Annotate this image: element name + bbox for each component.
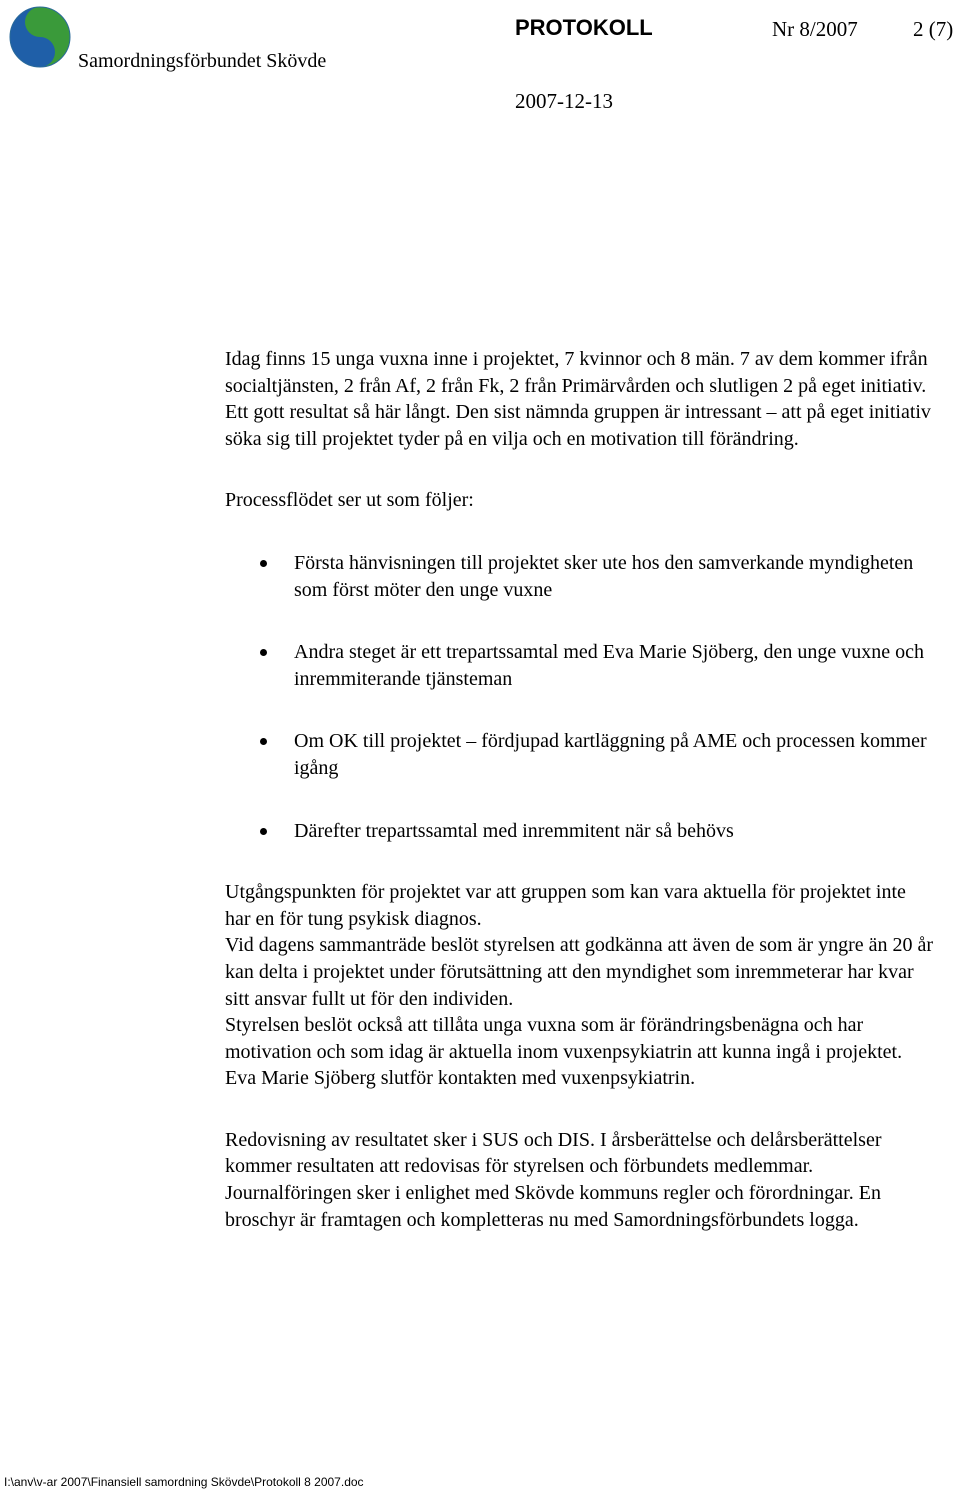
process-heading: Processflödet ser ut som följer: <box>225 489 474 512</box>
decision-age-paragraph: Vid dagens sammanträde beslöt styrelsen att godkänna att även de som är yngre än 20 år kan delta i projektet under förutsättning att den myndighet som inremmeterar har kvar sitt ansvar fullt ut för den individen. <box>225 934 934 1010</box>
starting-point-paragraph: Utgångspunkten för projektet var att gruppen som kan vara aktuella för projektet inte har en för tung psykisk diagnos. <box>225 881 906 930</box>
intro-paragraph: Idag finns 15 unga vuxna inne i projektet, 7 kvinnor och 8 män. 7 av dem kommer ifrån socialtjänsten, 2 från Af, 2 från Fk, 2 från Primärvården och slutligen 2 på eget initiativ. Ett gott resultat så här långt. Den sist nämnda gruppen är intressant – att på eget initiativ söka sig till projektet tyder på en vilja och en motivation till förändring. <box>225 348 931 450</box>
document-date: 2007-12-13 <box>515 89 613 113</box>
document-number: Nr 8/2007 <box>772 17 858 41</box>
list-item: Därefter trepartssamtal med inremmitent när så behövs <box>225 818 935 845</box>
list-item: Om OK till projektet – fördjupad kartläggning på AME och processen kommer igång <box>225 728 935 781</box>
decision-psychiatry-paragraph: Styrelsen beslöt också att tillåta unga vuxna som är förändringsbenägna och har motivation och som idag är aktuella inom vuxenpsykiatrin att kunna ingå i projektet. Eva Marie Sjöberg slutför kontakten med vuxenpsykiatrin. <box>225 1014 903 1090</box>
list-item: Första hänvisningen till projektet sker ute hos den samverkande myndigheten som först möter den unge vuxne <box>225 550 935 603</box>
document-body <box>225 346 935 1233</box>
process-steps-list <box>225 550 935 844</box>
reporting-paragraph: Redovisning av resultatet sker i SUS och DIS. I årsberättelse och delårsberättelser kommer resultaten att redovisas för styrelsen och förbundets medlemmar. Journalföringen sker i enlighet med Skövde kommuns regler och förordningar. En broschyr är framtagen och kompletteras nu med Samordningsförbundets logga. <box>225 1128 882 1231</box>
list-item: Andra steget är ett trepartssamtal med Eva Marie Sjöberg, den unge vuxne och inremmiterande tjänsteman <box>225 639 935 692</box>
organization-name: Samordningsförbundet Skövde <box>78 50 327 72</box>
document-type: PROTOKOLL <box>515 15 653 40</box>
organization-logo-icon <box>8 5 72 69</box>
page-number: 2 (7) <box>913 17 954 41</box>
file-path-footer: I:\anv\v-ar 2007\Finansiell samordning Skövde\Protokoll 8 2007.doc <box>4 1475 364 1489</box>
